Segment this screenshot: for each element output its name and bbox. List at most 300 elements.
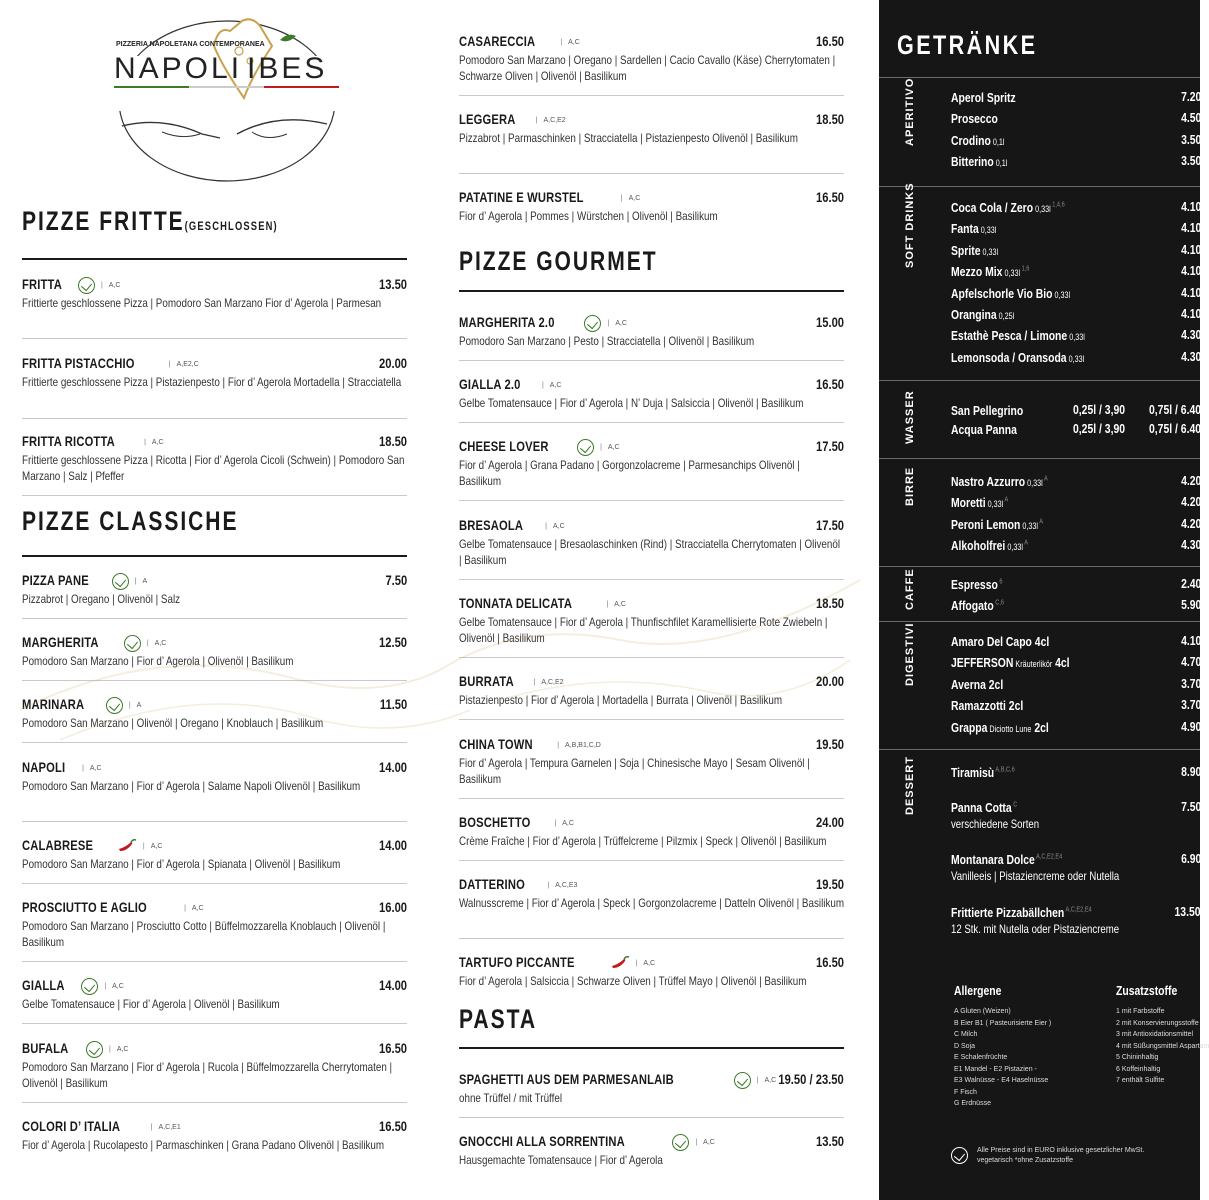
menu-item-name: LEGGERA (459, 111, 516, 127)
drink-volume: 0,33l (980, 246, 999, 257)
menu-item-description: Walnusscreme | Fior d’ Agerola | Speck | Gorgonzolacreme | Datteln Olivenöl | Basilikum (459, 896, 845, 910)
divider (879, 621, 1200, 622)
vegetarian-icon (734, 1072, 751, 1089)
menu-item-description: Pizzabrot | Parmaschinken | Stracciatella | Pistazienpesto Olivenöl | Basilikum (459, 131, 798, 145)
vegetarian-icon (577, 439, 594, 456)
drink-name (951, 221, 996, 236)
menu-item (22, 1118, 407, 1153)
drink-row (951, 676, 1201, 697)
drink-name (951, 403, 1023, 418)
allergen-tags: | A,C (104, 983, 124, 990)
drink-allergen: 6 (997, 578, 1003, 586)
menu-item-price: 13.50 (378, 276, 407, 292)
item-divider (22, 618, 407, 619)
allergen-tags: | A,B,B1,C,D (557, 742, 601, 749)
allergen-tags: | A,C (554, 820, 574, 827)
menu-item-price: 19.50 (815, 736, 844, 752)
menu-item (459, 814, 844, 849)
menu-item-name: SPAGHETTI AUS DEM PARMESANLAIB (459, 1071, 674, 1087)
item-divider (459, 657, 844, 658)
drink-name (951, 328, 1085, 343)
menu-item-header (459, 376, 844, 394)
napoli-vibes-logo (102, 16, 352, 186)
footer-line-2: vegetarisch *ohne Zusatzstoffe (977, 1157, 1073, 1164)
menu-item-name: COLORI D’ ITALIA (22, 1118, 121, 1134)
allergen-tags: | A,C (607, 320, 627, 327)
menu-item-header (22, 759, 407, 777)
category-caffe: CAFFE (904, 568, 916, 610)
drink-price: 0,75l / 6.40 (1148, 402, 1201, 417)
drink-volume: 0,33l (1066, 353, 1085, 364)
drink-price: 4.30 (1180, 327, 1201, 343)
legend-entry: 5 Chininhaltig (1116, 1054, 1159, 1061)
menu-item-name-wrap (459, 314, 578, 332)
menu-item-header (22, 696, 407, 714)
menu-item-header (459, 517, 844, 535)
menu-item-description: ohne Trüffel / mit Trüffel (459, 1091, 563, 1105)
menu-item (22, 837, 407, 872)
allergen-tags: | A,C (545, 523, 565, 530)
drink-row (951, 537, 1201, 558)
menu-item-header (459, 33, 844, 51)
menu-item-description: Gelbe Tomatensauce | Fior d’ Agerola | N’ Duja | Salsiccia | Olivenöl | Basilikum (459, 396, 804, 410)
menu-item-name: MARINARA (22, 696, 85, 712)
menu-item-header (22, 433, 407, 451)
menu-item-name: DATTERINO (459, 876, 525, 892)
menu-item-name-wrap (22, 977, 75, 995)
dessert-label: Frittierte Pizzabällchen (951, 905, 1065, 920)
drink-label: Sprite (951, 242, 981, 258)
menu-item-description: Pomodoro San Marzano | Fior d’ Agerola | Rucola | Büffelmozzarella Cherrytomaten | Olivenöl | Basilikum (22, 1060, 393, 1090)
dessert-row (951, 904, 1201, 936)
menu-item-name-wrap (459, 33, 554, 51)
item-divider (459, 422, 844, 423)
menu-item-header (459, 736, 844, 754)
legend-entry: 3 mit Antioxidationsmittel (1116, 1031, 1194, 1038)
drink-row (951, 263, 1201, 284)
divider (879, 186, 1200, 187)
item-divider (22, 883, 407, 884)
legend-entry: A Gluten (Weizen) (954, 1008, 1011, 1015)
legend-entry: E3 Walnüsse - E4 Haselnüsse (954, 1077, 1049, 1084)
drink-row (951, 199, 1201, 220)
drink-small-price: 0,25l / 3,90 (1073, 421, 1126, 436)
menu-item-header (22, 837, 407, 855)
menu-item-price: 14.00 (378, 759, 407, 775)
drink-name (951, 495, 1008, 510)
drink-name (951, 350, 1084, 365)
allergen-tags: | A,C (636, 960, 656, 967)
drink-allergen: 1,6 (1020, 265, 1030, 273)
menu-item-description: Hausgemachte Tomatensauce | Fior d’ Agerola (459, 1153, 663, 1167)
item-divider (22, 742, 407, 743)
dessert-subtitle: verschiedene Sorten (951, 817, 1040, 831)
drink-row (951, 306, 1201, 327)
menu-item-header (22, 977, 407, 995)
drink-name (951, 655, 1070, 670)
menu-item-name-wrap (22, 1118, 145, 1136)
drink-label: JEFFERSON (951, 655, 1014, 671)
item-divider (459, 719, 844, 720)
menu-item-description: Pomodoro San Marzano | Oregano | Sardellen | Cacio Cavallo (Käse) Cherrytomaten | Schwarze Oliven | Olivenöl | Basilikum (459, 53, 836, 83)
menu-item-description: Pomodoro San Marzano | Fior d’ Agerola | Spianata | Olivenöl | Basilikum (22, 857, 341, 871)
drink-allergen: C,6 (993, 600, 1005, 608)
item-divider (459, 579, 844, 580)
drink-price: 4.30 (1180, 348, 1201, 364)
drink-allergen: 1,4,6 (1050, 201, 1065, 209)
allergen-tags: | A,C (695, 1139, 715, 1146)
drink-name (951, 538, 1028, 553)
legend-entry: D Soja (954, 1042, 976, 1050)
menu-item-description: Frittierte geschlossene Pizza | Ricotta | Fior d’ Agerola Cicoli (Schwein) | Pomodoro San Marzano | Salz | Pfeffer (22, 453, 405, 483)
drink-volume: Kräuterlikör (1013, 659, 1053, 670)
vegetarian-icon (951, 1147, 968, 1164)
allergen-tags: | A,C (101, 282, 121, 289)
drinks-title: GETRÄNKE (897, 30, 1038, 60)
legend-entry: 4 mit Süßungsmittel Aspartam (1116, 1042, 1209, 1050)
menu-item (22, 977, 407, 1012)
drink-row (951, 220, 1201, 241)
menu-item-name-wrap (22, 696, 100, 714)
drink-volume: 0,33l (978, 225, 997, 236)
menu-item-description: Fior d’ Agerola | Grana Padano | Gorgonzolacreme | Parmesanchips Olivenöl | Basilikum (459, 458, 800, 488)
drink-allergen: A (1003, 497, 1009, 505)
allergen-tags: | A,C (144, 439, 164, 446)
drink-price: 4.10 (1180, 633, 1201, 648)
allergen-tags: | A (135, 578, 148, 585)
menu-item-name: PATATINE E WURSTEL (459, 189, 584, 205)
menu-item-name-wrap (459, 954, 604, 972)
allergen-tags: | A,C,E3 (547, 882, 577, 889)
drink-row (951, 697, 1201, 718)
menu-item-price: 18.50 (815, 111, 844, 127)
item-divider (22, 418, 407, 419)
menu-item-header (22, 1040, 407, 1058)
menu-item-name: FRITTA RICOTTA (22, 433, 115, 449)
item-divider (22, 338, 407, 339)
menu-item-name: TONNATA DELICATA (459, 595, 573, 611)
drink-price: 4.10 (1180, 306, 1201, 321)
section-title-classiche: PIZZE CLASSICHE (22, 506, 239, 536)
allergen-tags: | A,C (82, 765, 102, 772)
menu-item-price: 19.50 / 23.50 (778, 1071, 844, 1087)
legend-entry: 6 Koffeinhaltig (1116, 1065, 1161, 1073)
dessert-subtitle: 12 Stk. mit Nutella oder Pistaziencreme (951, 922, 1120, 936)
menu-item-header (459, 1133, 844, 1151)
drink-name (951, 154, 1007, 169)
divider (879, 77, 1200, 78)
dessert-name (951, 905, 1092, 920)
drink-label: Orangina (951, 307, 997, 322)
item-divider (22, 1102, 407, 1103)
logo-tagline: PIZZERIA NAPOLETANA CONTEMPORANEA (116, 41, 265, 48)
menu-item-price: 20.00 (815, 673, 844, 689)
drink-name (951, 286, 1070, 301)
divider (879, 566, 1200, 567)
dessert-row (951, 851, 1201, 883)
drink-label: Ramazzotti 2cl (951, 698, 1024, 714)
menu-item-name-wrap (22, 634, 118, 652)
menu-item-name-wrap (459, 595, 600, 613)
allergen-tags: | A,C,E1 (151, 1124, 181, 1131)
drink-size: 2cl (1031, 719, 1049, 735)
drink-allergen: A (1037, 518, 1043, 526)
dessert-subtitle: Vanilleeis | Pistaziencreme oder Nutella (951, 869, 1120, 883)
menu-item (22, 759, 407, 794)
drink-row (951, 402, 1201, 423)
allergen-tags: | A,C (143, 843, 163, 850)
menu-item-name-wrap (22, 899, 178, 917)
dessert-allergen: A,B,C,6 (994, 766, 1015, 774)
menu-item (459, 189, 844, 224)
allergene-list (954, 1006, 1051, 1110)
menu-item-header (459, 189, 844, 207)
menu-item (459, 954, 844, 989)
menu-item-description: Pomodoro San Marzano | Pesto | Stracciatella | Olivenöl | Basilikum (459, 334, 755, 348)
drink-price: 3.70 (1180, 675, 1201, 691)
dessert-name (951, 765, 1015, 780)
menu-item-price: 16.50 (815, 954, 844, 970)
drink-row (951, 110, 1201, 131)
menu-item-name-wrap (22, 355, 163, 373)
menu-item-description: Gelbe Tomatensauce | Fior d’ Agerola | Olivenöl | Basilikum (22, 997, 280, 1011)
menu-item-price: 7.50 (385, 572, 407, 588)
legend-entry: 2 mit Konservierungsstoffe (1116, 1019, 1199, 1027)
item-divider (459, 95, 844, 96)
drink-allergen: A (1042, 475, 1048, 483)
menu-item-name-wrap (22, 276, 72, 294)
menu-item-price: 15.00 (815, 314, 844, 330)
menu-item-price: 14.00 (378, 977, 407, 993)
menu-item-name: MARGHERITA 2.0 (459, 314, 555, 330)
allergen-tags: | A,C (621, 195, 641, 202)
drink-name (951, 264, 1029, 279)
drink-row (951, 421, 1201, 442)
menu-item-name-wrap (459, 438, 571, 456)
menu-item-header (22, 355, 407, 373)
dessert-allergen: A,C,E2,E4 (1034, 853, 1063, 861)
allergen-tags: | A,C (147, 640, 167, 647)
menu-item-name: PIZZA PANE (22, 572, 89, 588)
logo-brand-left: NAPOLI (114, 52, 243, 85)
drink-price: 4.10 (1180, 241, 1201, 257)
zusatzstoffe-list (1116, 1006, 1209, 1087)
menu-item-name: BUFALA (22, 1040, 69, 1056)
allergen-tags: | A,C (757, 1077, 777, 1084)
legend-entry: E Schalenfrüchte (954, 1054, 1008, 1061)
menu-item-header (459, 954, 844, 972)
item-divider (459, 798, 844, 799)
drink-row (951, 327, 1201, 348)
drink-volume: 0,33l (1025, 478, 1043, 488)
menu-item-header (22, 572, 407, 590)
drink-volume: Diciotto Lune (987, 723, 1032, 734)
drink-price: 4.10 (1180, 220, 1201, 236)
drink-volume: 0,1l (993, 158, 1008, 169)
drink-name (951, 577, 1003, 592)
dessert-allergen: C (1011, 801, 1018, 809)
drink-price: 3.50 (1180, 131, 1201, 147)
section-rule (22, 258, 407, 260)
menu-item (22, 433, 407, 484)
drink-price: 4.10 (1180, 284, 1201, 300)
menu-item (22, 355, 407, 390)
legend-entry: F Fisch (954, 1088, 977, 1096)
drink-price: 3.70 (1180, 697, 1201, 713)
menu-item-name-wrap (459, 1133, 666, 1151)
drink-label: Nastro Azzurro (951, 474, 1026, 489)
drink-label: Apfelschorle Vio Bio (951, 285, 1053, 301)
section-title-pasta: PASTA (459, 1004, 537, 1034)
menu-item-name-wrap (22, 572, 106, 590)
menu-item-description: Crème Fraîche | Fior d’ Agerola | Trüffelcreme | Pilzmix | Speck | Olivenöl | Basilikum (459, 834, 827, 848)
menu-item-description: Pomodoro San Marzano | Prosciutto Cotto | Büffelmozzarella Knoblauch | Olivenöl | Basilikum (22, 919, 386, 949)
section-rule (22, 555, 407, 557)
menu-item-description: Pizzabrot | Oregano | Olivenöl | Salz (22, 592, 181, 606)
menu-item-name: GNOCCHI ALLA SORRENTINA (459, 1133, 625, 1149)
dessert-label: Panna Cotta (951, 800, 1012, 815)
menu-item (22, 696, 407, 731)
menu-item-price: 16.00 (378, 899, 407, 915)
menu-item (459, 595, 844, 646)
drink-price: 4.30 (1180, 537, 1201, 553)
item-divider (22, 495, 407, 496)
item-divider (22, 680, 407, 681)
menu-item (459, 517, 844, 568)
section-title-gourmet: PIZZE GOURMET (459, 246, 658, 276)
allergen-tags: | A,C,E2 (534, 679, 564, 686)
drink-allergen: A (1022, 539, 1028, 547)
menu-item-description: Pomodoro San Marzano | Fior d’ Agerola | Olivenöl | Basilikum (22, 654, 294, 668)
menu-item (459, 314, 844, 349)
menu-item (459, 1071, 844, 1106)
dessert-row (951, 799, 1201, 831)
drink-volume: 0,33l (1067, 332, 1085, 343)
section-title-fritte: PIZZE FRITTE(GESCHLOSSEN) (22, 206, 278, 236)
drink-price: 4.50 (1180, 110, 1201, 126)
menu-item-price: 16.50 (378, 1118, 407, 1134)
menu-item-description: Fior d’ Agerola | Tempura Garnelen | Soja | Chinesische Mayo | Sesam Olivenöl | Basilikum (459, 756, 810, 786)
legend-entry: B Eier B1 ( Pasteurisierte Eier ) (954, 1019, 1052, 1027)
menu-item-name-wrap (22, 433, 138, 451)
dessert-row (951, 764, 1201, 785)
dessert-price: 8.90 (1180, 764, 1201, 779)
drink-row (951, 633, 1201, 654)
menu-item-description: Fior d’ Agerola | Rucolapesto | Parmaschinken | Grana Padano Olivenöl | Basilikum (22, 1138, 385, 1152)
menu-item-name: CHINA TOWN (459, 736, 533, 752)
legend-entry: 1 mit Farbstoffe (1116, 1008, 1165, 1015)
drink-label: Aperol Spritz (951, 90, 1016, 105)
menu-item (22, 276, 407, 311)
menu-item-price: 13.50 (815, 1133, 844, 1149)
menu-item-name-wrap (459, 736, 551, 754)
menu-item-name: BURRATA (459, 673, 514, 689)
menu-item-description: Fior d’ Agerola | Pommes | Würstchen | Olivenöl | Basilikum (459, 209, 718, 223)
drink-label: San Pellegrino (951, 403, 1024, 418)
menu-item-price: 24.00 (815, 814, 844, 830)
drink-volume: 0,33l (1052, 289, 1071, 300)
drink-label: Bitterino (951, 154, 994, 170)
allergene-title: Allergene (954, 983, 1002, 998)
dessert-label: Montanara Dolce (951, 852, 1035, 867)
drink-name (951, 677, 1003, 692)
footer-note (977, 1146, 1144, 1166)
menu-item-name: GIALLA (22, 977, 65, 993)
dessert-price: 7.50 (1180, 799, 1201, 814)
menu-item-name-wrap (22, 837, 111, 855)
menu-item-name: FRITTA PISTACCHIO (22, 355, 135, 371)
menu-item-name-wrap (459, 189, 615, 207)
drink-label: Espresso (951, 577, 998, 592)
vegetarian-icon (81, 978, 98, 995)
menu-item (22, 899, 407, 950)
menu-item-description: Fior d’ Agerola | Salsiccia | Schwarze Oliven | Trüffel Mayo | Olivenöl | Basilikum (459, 974, 807, 988)
zusatzstoffe-title: Zusatzstoffe (1116, 983, 1178, 998)
logo-brand-right: IBES (247, 52, 328, 85)
menu-item (459, 33, 844, 84)
drink-row (951, 654, 1201, 675)
menu-item (22, 572, 407, 607)
category-birre: BIRRE (904, 466, 916, 506)
drink-name (951, 517, 1043, 532)
chili-icon (117, 839, 137, 853)
drink-label: Crodino (951, 132, 991, 148)
drink-name (951, 698, 1023, 713)
vegetarian-icon (584, 315, 601, 332)
drink-label: Fanta (951, 221, 979, 237)
menu-item-header (459, 876, 844, 894)
menu-item-header (22, 899, 407, 917)
drink-row (951, 132, 1201, 153)
menu-item-header (22, 1118, 407, 1136)
allergen-tags: | A,C (184, 905, 204, 912)
menu-item (459, 376, 844, 411)
menu-item-price: 17.50 (815, 438, 844, 454)
drink-label: Prosecco (951, 111, 998, 127)
menu-item-name: CALABRESE (22, 837, 94, 853)
drink-price: 3.50 (1180, 153, 1201, 169)
category-aperitivo: APERITIVO (904, 77, 916, 146)
item-divider (459, 360, 844, 361)
item-divider (459, 500, 844, 501)
drink-name (951, 243, 998, 258)
drink-name (951, 474, 1048, 489)
drink-label: Amaro Del Capo 4cl (951, 634, 1050, 649)
drink-price: 4.10 (1180, 199, 1201, 214)
menu-item (459, 438, 844, 489)
allergen-tags: | A (129, 702, 142, 709)
drink-label: Moretti (951, 495, 986, 511)
dessert-label: Tiramisù (951, 765, 995, 780)
menu-item-name: BOSCHETTO (459, 814, 531, 830)
section-rule (459, 290, 844, 292)
menu-item-header (22, 276, 407, 294)
divider (879, 380, 1200, 381)
item-divider (22, 961, 407, 962)
item-divider (459, 173, 844, 174)
menu-item-name: MARGHERITA (22, 634, 99, 650)
drink-price: 4.20 (1180, 494, 1201, 510)
menu-item-name-wrap (459, 876, 541, 894)
drink-label: Grappa (951, 719, 988, 735)
menu-item-price: 14.00 (378, 837, 407, 853)
drink-price: 4.10 (1180, 263, 1201, 279)
drink-name (951, 200, 1065, 215)
allergen-tags: | A,C (600, 444, 620, 451)
drink-label: Coca Cola / Zero (951, 200, 1034, 215)
drink-name (951, 133, 1004, 148)
allergen-tags: | A,C (542, 382, 562, 389)
